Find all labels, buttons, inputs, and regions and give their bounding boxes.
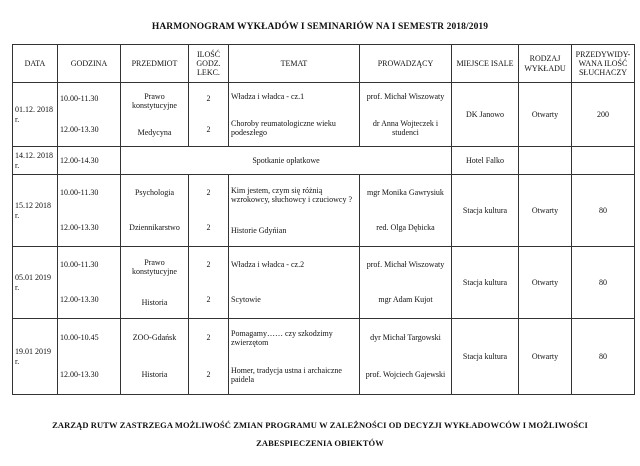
hour-slot: 10.00-11.30 — [60, 188, 99, 198]
topic: Pomagamy…… czy szkodzimy zwierzętom — [231, 328, 333, 347]
hours-cell — [58, 83, 121, 147]
header-miejsce: MIEJSCE ISALE — [452, 45, 519, 83]
topic: Historie Gdyńian — [231, 225, 287, 235]
header-ilosc: ILOŚĆ GODZ. LEKC. — [189, 45, 229, 83]
hour-slot: 12.00-13.30 — [60, 370, 99, 380]
place-cell: Stacja kultura — [452, 319, 519, 395]
expected-cell: 80 — [572, 319, 635, 395]
count: 2 — [206, 260, 211, 270]
count: 2 — [206, 333, 211, 343]
topic-cell — [229, 83, 360, 147]
lecturer-cell — [360, 175, 452, 247]
event-cell: Spotkanie opłatkowe — [121, 147, 452, 175]
topic-cell — [229, 175, 360, 247]
count-cell — [189, 319, 229, 395]
topic: Władza i władca - cz.2 — [231, 260, 305, 270]
topic: Homer, tradycja ustna i archaiczne paidela — [231, 365, 342, 384]
table-row — [13, 147, 635, 175]
hour-slot: 12.00-13.30 — [60, 223, 99, 233]
count: 2 — [206, 94, 211, 104]
subject-cell — [121, 83, 189, 147]
expected-cell: 200 — [572, 83, 635, 147]
hour-slot: 12.00-13.30 — [60, 125, 99, 135]
subject: Historia — [141, 297, 168, 307]
table-row — [13, 83, 635, 147]
place-cell: Stacja kultura — [452, 175, 519, 247]
count-cell — [189, 83, 229, 147]
date-cell: 01.12. 2018 r. — [13, 83, 58, 147]
topic-cell — [229, 319, 360, 395]
hours-cell: 12.00-14.30 — [58, 147, 121, 175]
lecturer: prof. Michał Wiszowaty — [366, 92, 445, 102]
subject-cell — [121, 175, 189, 247]
hour-slot: 10.00-11.30 — [60, 260, 99, 270]
header-row — [13, 45, 635, 83]
count: 2 — [206, 125, 211, 135]
lecturer: mgr Adam Kujot — [378, 295, 433, 305]
lecturer: red. Olga Dębicka — [376, 223, 435, 233]
count: 2 — [206, 223, 211, 233]
expected-cell — [572, 147, 635, 175]
table-row — [13, 247, 635, 319]
schedule-table — [12, 44, 635, 395]
table-row — [13, 175, 635, 247]
subject: Prawo konstytucyjne — [132, 92, 177, 111]
lecturer-cell — [360, 83, 452, 147]
lecturer: prof. Michał Wiszowaty — [366, 260, 445, 270]
footer-notice-continued: ZABESPIECZENIA OBIEKTÓW — [256, 438, 384, 448]
expected-cell: 80 — [572, 175, 635, 247]
count: 2 — [206, 295, 211, 305]
footer-notice: ZARZĄD RUTW ZASTRZEGA MOŻLIWOŚĆ ZMIAN PROGRAMU W ZALEŻNOŚCI OD DECYZJI WYKŁADOWCÓW I MOŻLIWOŚCI — [52, 420, 588, 430]
topic: Kim jestem, czym się różnią wzrokowcy, słuchowcy i czuciowcy ? — [231, 186, 352, 205]
lecturer: mgr Monika Gawrysiuk — [367, 188, 444, 198]
subject: Prawo konstytucyjne — [132, 258, 177, 277]
count-cell — [189, 247, 229, 319]
subject: Medycyna — [137, 127, 172, 137]
lecturer-cell — [360, 319, 452, 395]
subject: Historia — [141, 370, 168, 380]
kind-cell: Otwarty — [519, 83, 572, 147]
count: 2 — [206, 370, 211, 380]
topic-cell — [229, 247, 360, 319]
date-cell: 19.01 2019 r. — [13, 319, 58, 395]
hours-cell — [58, 319, 121, 395]
kind-cell — [519, 147, 572, 175]
header-przedmiot: PRZEDMIOT — [121, 45, 189, 83]
kind-cell: Otwarty — [519, 175, 572, 247]
place-cell: DK Janowo — [452, 83, 519, 147]
table-row — [13, 319, 635, 395]
subject-cell — [121, 247, 189, 319]
hour-slot: 10.00-10.45 — [60, 333, 99, 343]
date-cell: 14.12. 2018 r. — [13, 147, 58, 175]
lecturer-cell — [360, 247, 452, 319]
subject: Psychologia — [134, 188, 175, 198]
hours-cell — [58, 247, 121, 319]
lecturer: prof. Wojciech Gajewski — [365, 370, 446, 380]
hour-slot: 12.00-13.30 — [60, 295, 99, 305]
date-cell: 15.12 2018 r. — [13, 175, 58, 247]
date-cell: 05.01 2019 r. — [13, 247, 58, 319]
place-cell: Hotel Falko — [452, 147, 519, 175]
hours-cell — [58, 175, 121, 247]
header-rodzaj: RODZAJ WYKŁADU — [519, 45, 572, 83]
header-przewidywana: PRZEDYWIDY-WANA ILOŚĆ SŁUCHACZY — [572, 45, 635, 83]
lecturer: dr Anna Wojteczek i studenci — [372, 118, 439, 137]
header-temat: TEMAT — [229, 45, 360, 83]
page-title: HARMONOGRAM WYKŁADÓW I SEMINARIÓW NA I SEMESTR 2018/2019 — [151, 22, 489, 32]
count-cell — [189, 175, 229, 247]
header-godzina: GODZINA — [58, 45, 121, 83]
header-data: DATA — [13, 45, 58, 83]
subject-cell — [121, 319, 189, 395]
lecturer: dyr Michał Targowski — [370, 333, 441, 343]
subject: ZOO-Gdańsk — [132, 333, 177, 343]
place-cell: Stacja kultura — [452, 247, 519, 319]
count: 2 — [206, 188, 211, 198]
topic: Choroby reumatologiczne wieku podeszłego — [231, 118, 336, 137]
kind-cell: Otwarty — [519, 319, 572, 395]
hour-slot: 10.00-11.30 — [60, 94, 99, 104]
subject: Dziennikarstwo — [129, 223, 180, 233]
expected-cell: 80 — [572, 247, 635, 319]
kind-cell: Otwarty — [519, 247, 572, 319]
header-prowadzacy: PROWADZĄCY — [360, 45, 452, 83]
topic: Władza i władca - cz.1 — [231, 92, 305, 102]
topic: Scytowie — [231, 295, 261, 305]
